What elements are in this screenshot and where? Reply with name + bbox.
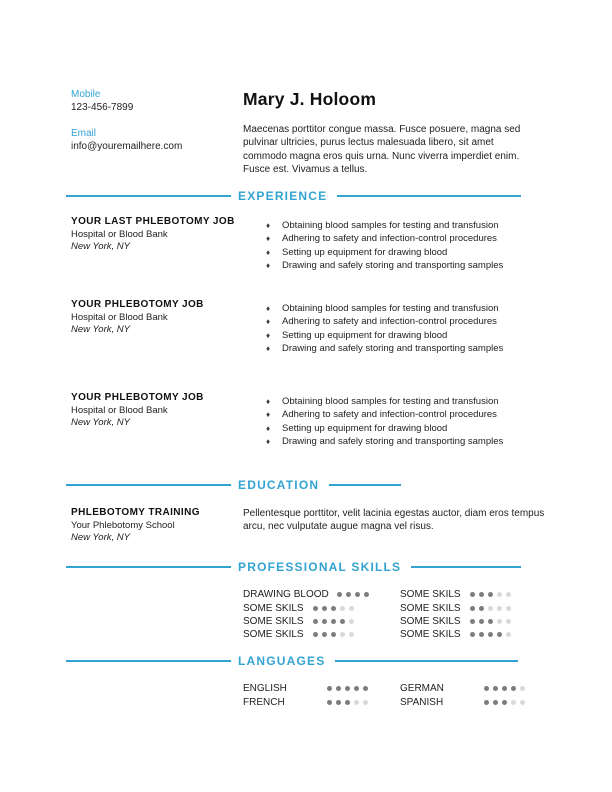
mobile-label: Mobile xyxy=(71,89,101,100)
education-section-title: EDUCATION xyxy=(238,478,320,492)
bullet-text: Adhering to safety and infection-control procedures xyxy=(282,409,497,421)
rating-dot-icon xyxy=(479,619,484,624)
rating-dots xyxy=(484,686,529,691)
rating-dot-icon xyxy=(497,619,502,624)
bullet-list xyxy=(243,395,553,449)
diamond-bullet-icon: ♦ xyxy=(266,234,271,244)
rating-dots xyxy=(484,700,529,705)
rating-dot-icon xyxy=(479,632,484,637)
rating-row xyxy=(400,601,515,614)
rating-dot-icon xyxy=(355,592,360,597)
languages-column-left xyxy=(243,682,400,709)
bullet-list xyxy=(243,302,553,356)
rating-row xyxy=(400,682,529,695)
job-duties xyxy=(243,216,553,273)
job-employer: Hospital or Blood Bank xyxy=(71,404,168,416)
experience-entry xyxy=(71,299,553,356)
rating-dots xyxy=(470,619,515,624)
job-title: YOUR PHLEBOTOMY JOB xyxy=(71,392,204,403)
rating-dot-icon xyxy=(354,700,359,705)
skills-column-left xyxy=(243,588,400,642)
bullet-text: Adhering to safety and infection-control procedures xyxy=(282,233,497,245)
rating-label: SPANISH xyxy=(400,696,444,708)
rating-dot-icon xyxy=(364,592,369,597)
rating-dot-icon xyxy=(488,619,493,624)
rating-dot-icon xyxy=(349,606,354,611)
rating-row xyxy=(400,588,515,601)
job-info xyxy=(71,216,236,254)
bullet-text: Obtaining blood samples for testing and transfusion xyxy=(282,396,499,407)
rating-dots xyxy=(313,632,358,637)
rating-dots xyxy=(327,700,372,705)
rating-dot-icon xyxy=(327,686,332,691)
experience-entry xyxy=(71,392,553,449)
rating-row xyxy=(243,601,400,614)
rating-label: SOME SKILS xyxy=(400,629,461,641)
education-info xyxy=(71,507,236,545)
rating-dot-icon xyxy=(470,619,475,624)
bullet-text: Obtaining blood samples for testing and transfusion xyxy=(282,220,499,231)
diamond-bullet-icon: ♦ xyxy=(266,437,271,447)
rating-dot-icon xyxy=(322,606,327,611)
bullet-item xyxy=(243,329,553,342)
rating-dot-icon xyxy=(506,632,511,637)
rating-dot-icon xyxy=(488,606,493,611)
rating-dots xyxy=(313,619,358,624)
bullet-item xyxy=(243,435,553,448)
bullet-item xyxy=(243,315,553,328)
education-school: Your Phlebotomy School xyxy=(71,519,175,531)
rating-dot-icon xyxy=(327,700,332,705)
rating-dot-icon xyxy=(345,686,350,691)
divider-line xyxy=(66,566,231,568)
divider-line xyxy=(335,660,518,662)
diamond-bullet-icon: ♦ xyxy=(266,304,271,313)
rating-dot-icon xyxy=(345,700,350,705)
candidate-name: Mary J. Holoom xyxy=(243,89,377,109)
rating-row xyxy=(400,695,529,708)
divider-line xyxy=(411,566,521,568)
rating-dot-icon xyxy=(520,700,525,705)
rating-dots xyxy=(337,592,373,597)
job-location: New York, NY xyxy=(71,417,130,428)
rating-dot-icon xyxy=(470,592,475,597)
rating-dots xyxy=(327,686,372,691)
contact-mobile-group xyxy=(71,88,182,114)
rating-label: SOME SKILS xyxy=(400,615,461,627)
job-employer: Hospital or Blood Bank xyxy=(71,311,168,323)
rating-dots xyxy=(470,632,515,637)
job-info xyxy=(71,392,236,430)
contact-block xyxy=(71,88,182,153)
bullet-text: Setting up equipment for drawing blood xyxy=(282,422,448,434)
bullet-item xyxy=(243,408,553,421)
rating-label: SOME SKILS xyxy=(243,602,304,614)
rating-dot-icon xyxy=(340,632,345,637)
rating-dot-icon xyxy=(511,686,516,691)
rating-label: ENGLISH xyxy=(243,683,287,695)
diamond-bullet-icon: ♦ xyxy=(266,317,271,327)
skills-section-header xyxy=(66,560,521,574)
bullet-item xyxy=(243,246,553,259)
languages-section-title: LANGUAGES xyxy=(238,654,326,668)
rating-dot-icon xyxy=(502,686,507,691)
diamond-bullet-icon: ♦ xyxy=(266,247,271,257)
rating-dot-icon xyxy=(479,606,484,611)
rating-dot-icon xyxy=(349,619,354,624)
experience-entry xyxy=(71,216,553,273)
diamond-bullet-icon: ♦ xyxy=(266,410,271,420)
rating-dot-icon xyxy=(493,700,498,705)
divider-line xyxy=(66,484,231,486)
rating-label: GERMAN xyxy=(400,683,444,695)
bullet-item xyxy=(243,219,553,232)
job-duties xyxy=(243,392,553,449)
rating-dot-icon xyxy=(340,619,345,624)
rating-label: SOME SKILS xyxy=(243,615,304,627)
bullet-text: Setting up equipment for drawing blood xyxy=(282,329,448,341)
rating-dot-icon xyxy=(313,632,318,637)
job-employer: Hospital or Blood Bank xyxy=(71,228,168,240)
diamond-bullet-icon: ♦ xyxy=(266,261,271,271)
languages-section-header xyxy=(66,654,518,668)
bullet-text: Drawing and safely storing and transporting samples xyxy=(282,343,504,355)
rating-dot-icon xyxy=(488,592,493,597)
bullet-text: Obtaining blood samples for testing and transfusion xyxy=(282,303,499,314)
rating-row xyxy=(243,682,400,695)
experience-section-header xyxy=(66,189,521,203)
rating-dot-icon xyxy=(506,606,511,611)
rating-dot-icon xyxy=(506,592,511,597)
bullet-text: Drawing and safely storing and transporting samples xyxy=(282,436,504,448)
rating-dot-icon xyxy=(313,606,318,611)
email-label: Email xyxy=(71,128,97,139)
diamond-bullet-icon: ♦ xyxy=(266,344,271,354)
bullet-text: Setting up equipment for drawing blood xyxy=(282,246,448,258)
bullet-text: Adhering to safety and infection-control procedures xyxy=(282,316,497,328)
rating-dot-icon xyxy=(470,606,475,611)
diamond-bullet-icon: ♦ xyxy=(266,221,271,230)
rating-label: FRENCH xyxy=(243,696,285,708)
job-title: YOUR LAST PHLEBOTOMY JOB xyxy=(71,216,235,227)
rating-dot-icon xyxy=(363,700,368,705)
rating-dot-icon xyxy=(497,592,502,597)
education-section-header xyxy=(66,478,401,492)
divider-line xyxy=(329,484,401,486)
divider-line xyxy=(337,195,521,197)
job-info xyxy=(71,299,236,337)
rating-dot-icon xyxy=(331,606,336,611)
rating-row xyxy=(243,695,400,708)
bullet-list xyxy=(243,219,553,273)
rating-row xyxy=(400,615,515,628)
rating-dot-icon xyxy=(322,632,327,637)
rating-row xyxy=(243,628,400,641)
rating-dot-icon xyxy=(479,592,484,597)
rating-dot-icon xyxy=(470,632,475,637)
rating-label: SOME SKILS xyxy=(400,602,461,614)
skills-grid xyxy=(243,588,515,642)
divider-line xyxy=(66,195,231,197)
rating-dot-icon xyxy=(340,606,345,611)
job-duties xyxy=(243,299,553,356)
rating-label: SOME SKILS xyxy=(243,629,304,641)
rating-dot-icon xyxy=(336,686,341,691)
rating-dot-icon xyxy=(349,632,354,637)
rating-dot-icon xyxy=(493,686,498,691)
rating-dot-icon xyxy=(337,592,342,597)
rating-row xyxy=(243,615,400,628)
rating-dot-icon xyxy=(354,686,359,691)
languages-column-right xyxy=(400,682,529,709)
experience-section-title: EXPERIENCE xyxy=(238,189,328,203)
job-location: New York, NY xyxy=(71,241,130,252)
skills-column-right xyxy=(400,588,515,642)
bullet-item xyxy=(243,395,553,408)
email-value: info@youremailhere.com xyxy=(71,141,183,152)
rating-dot-icon xyxy=(484,700,489,705)
bullet-item xyxy=(243,259,553,272)
rating-dots xyxy=(313,606,358,611)
rating-dot-icon xyxy=(346,592,351,597)
contact-email-group xyxy=(71,127,182,153)
bullet-item xyxy=(243,422,553,435)
rating-dot-icon xyxy=(336,700,341,705)
rating-dot-icon xyxy=(313,619,318,624)
rating-dot-icon xyxy=(488,632,493,637)
rating-dot-icon xyxy=(331,632,336,637)
education-entry xyxy=(71,507,551,545)
divider-line xyxy=(66,660,231,662)
rating-dots xyxy=(470,606,515,611)
education-program: PHLEBOTOMY TRAINING xyxy=(71,507,200,518)
rating-dot-icon xyxy=(484,686,489,691)
languages-grid xyxy=(243,682,529,709)
rating-dot-icon xyxy=(363,686,368,691)
rating-dot-icon xyxy=(511,700,516,705)
mobile-value: 123-456-7899 xyxy=(71,102,134,113)
job-title: YOUR PHLEBOTOMY JOB xyxy=(71,299,204,310)
bullet-item xyxy=(243,342,553,355)
rating-dot-icon xyxy=(502,700,507,705)
bullet-item xyxy=(243,232,553,245)
rating-dot-icon xyxy=(322,619,327,624)
job-location: New York, NY xyxy=(71,324,130,335)
rating-dot-icon xyxy=(520,686,525,691)
rating-dot-icon xyxy=(497,606,502,611)
summary-paragraph: Maecenas porttitor congue massa. Fusce posuere, magna sed pulvinar ultricies, purus lectus malesuada libero, sit amet commodo magna eros quis urna. Nunc viverra imperdiet enim. Fusce est. Vivamus a tellus. xyxy=(243,124,521,176)
diamond-bullet-icon: ♦ xyxy=(266,397,271,406)
education-description: Pellentesque porttitor, velit lacinia egestas auctor, diam eros tempus arcu, nec vulputate augue magna vel risus. xyxy=(243,508,545,532)
skills-section-title: PROFESSIONAL SKILLS xyxy=(238,560,402,574)
bullet-item xyxy=(243,302,553,315)
rating-label: SOME SKILS xyxy=(400,589,461,601)
diamond-bullet-icon: ♦ xyxy=(266,423,271,433)
rating-label: DRAWING BLOOD xyxy=(243,589,329,601)
rating-dot-icon xyxy=(506,619,511,624)
rating-dots xyxy=(470,592,515,597)
bullet-text: Drawing and safely storing and transporting samples xyxy=(282,260,504,272)
rating-dot-icon xyxy=(331,619,336,624)
education-location: New York, NY xyxy=(71,532,130,543)
diamond-bullet-icon: ♦ xyxy=(266,330,271,340)
rating-row xyxy=(400,628,515,641)
rating-row xyxy=(243,588,400,601)
rating-dot-icon xyxy=(497,632,502,637)
